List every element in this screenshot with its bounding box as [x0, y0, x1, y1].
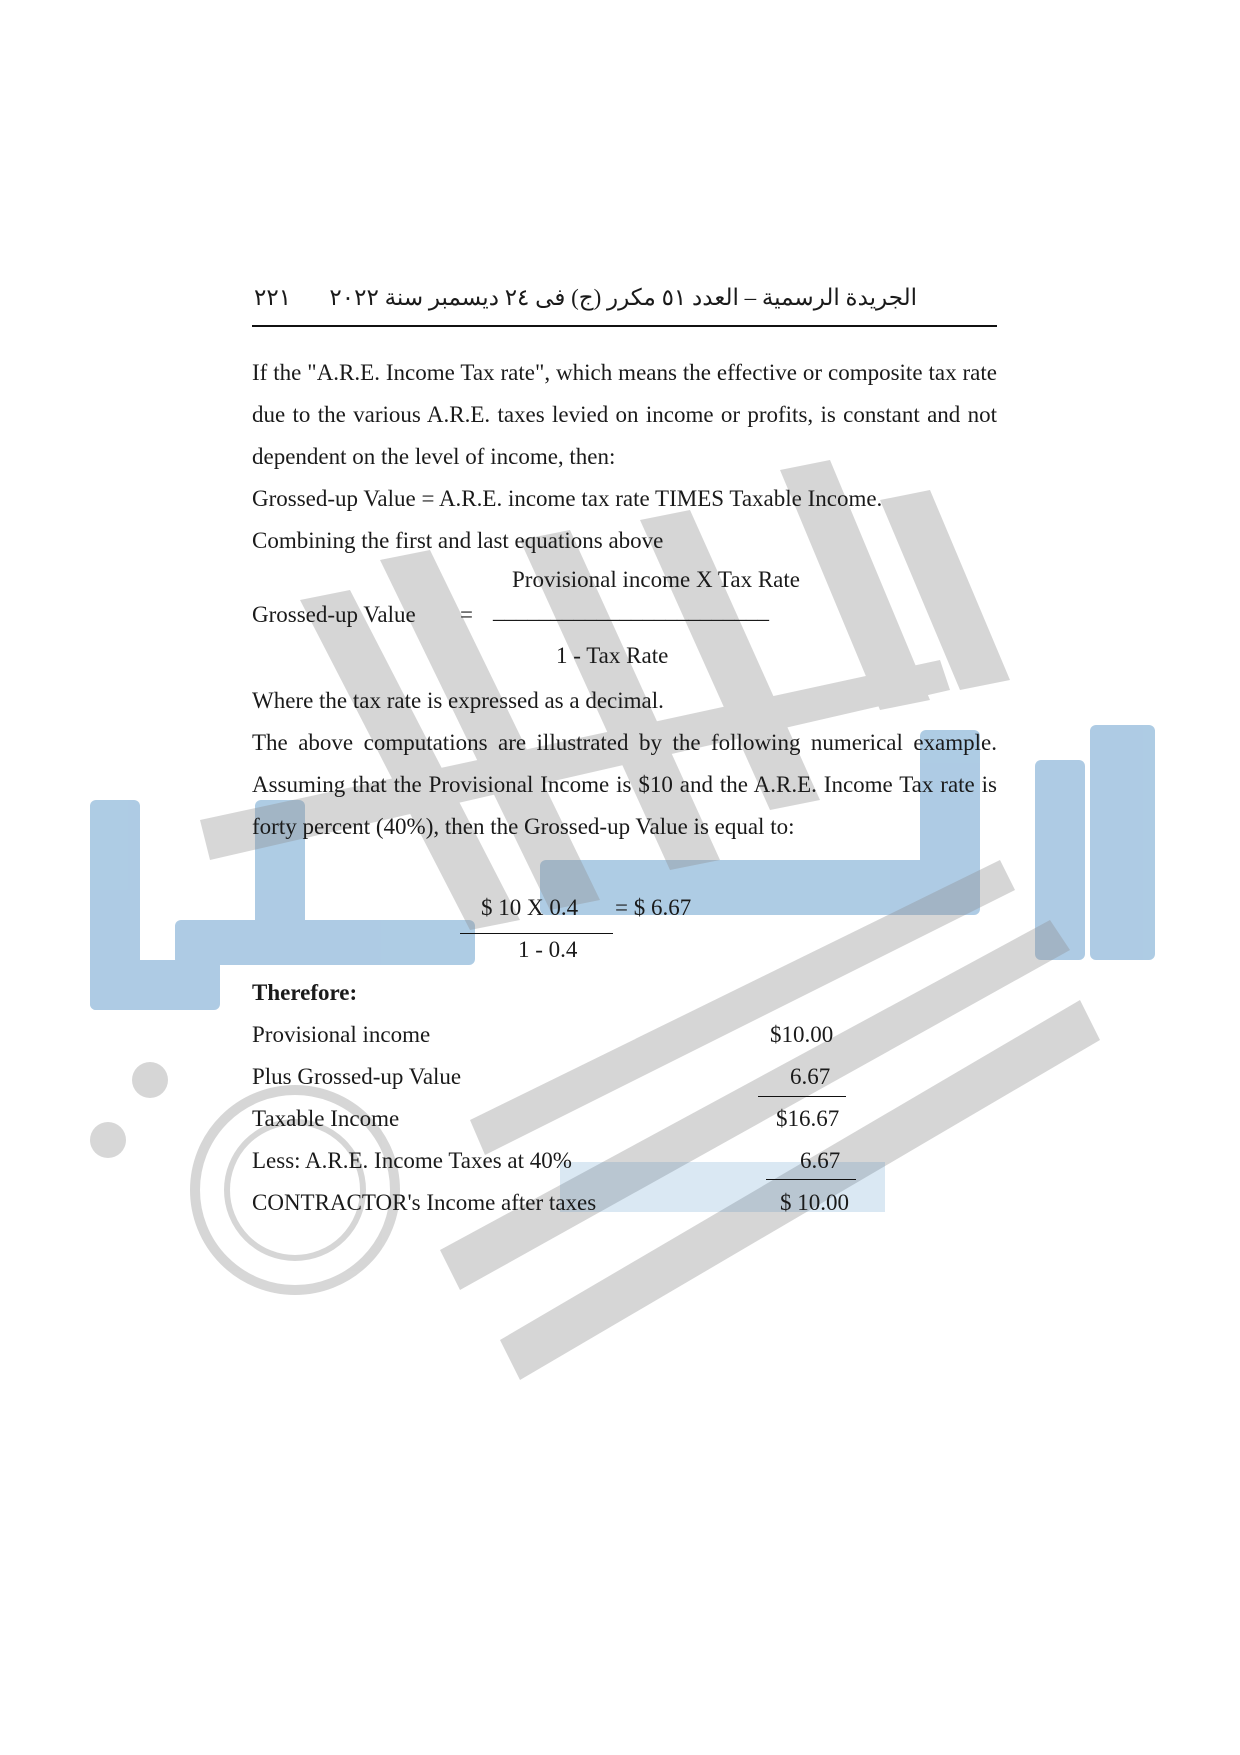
row-value-grossed-up: 6.67 — [790, 1064, 831, 1089]
row-value-contractor-income: $ 10.00 — [780, 1190, 849, 1215]
watermark-seal — [90, 1062, 395, 1290]
row-label-grossed-up: Plus Grossed-up Value — [252, 1064, 462, 1089]
formula-fraction-line: ________________________ — [493, 598, 769, 623]
example-denominator: 1 - 0.4 — [518, 937, 578, 962]
sum-rule-1 — [758, 1096, 846, 1097]
combining-line: Combining the first and last equations above — [252, 528, 664, 553]
page-number: ٢٢١ — [254, 285, 292, 310]
sum-rule-2 — [766, 1179, 856, 1180]
gazette-title: الجريدة الرسمية – العدد ٥١ مكرر (ج) فى ٢٤ ديسمبر سنة ٢٠٢٢ — [329, 285, 917, 310]
row-label-contractor-income: CONTRACTOR's Income after taxes — [252, 1190, 597, 1215]
formula-denominator: 1 - Tax Rate — [556, 643, 669, 668]
row-label-taxable: Taxable Income — [252, 1106, 400, 1131]
paragraph-example: The above computations are illustrated by the following numerical example. Assuming that the Provisional Income is $10 and the A.R.E. Income Tax rate is forty percent (40%), then the Grossed-up Value is equal to: — [252, 730, 997, 839]
where-line: Where the tax rate is expressed as a decimal. — [252, 688, 664, 713]
example-result: = $ 6.67 — [615, 895, 692, 920]
therefore-heading: Therefore: — [252, 980, 358, 1005]
formula-lhs: Grossed-up Value — [252, 602, 416, 627]
formula-numerator: Provisional income X Tax Rate — [512, 567, 800, 592]
example-numerator: $ 10 X 0.4 — [481, 895, 579, 920]
row-label-provisional: Provisional income — [252, 1022, 431, 1047]
paragraph-tax-rate: If the "A.R.E. Income Tax rate", which means the effective or composite tax rate due to the various A.R.E. taxes levied on income or profits, is constant and not dependent on the level of income, then: — [252, 360, 997, 469]
explanation-block — [252, 680, 997, 848]
grossed-up-definition: Grossed-up Value = A.R.E. income tax rate TIMES Taxable Income. — [252, 486, 883, 511]
example-fraction-rule — [460, 933, 613, 934]
document-body — [252, 352, 997, 562]
row-label-less-taxes: Less: A.R.E. Income Taxes at 40% — [252, 1148, 572, 1173]
row-value-provisional: $10.00 — [770, 1022, 834, 1047]
page-header — [252, 285, 997, 327]
formula-equals: = — [460, 602, 473, 627]
row-value-less-taxes: 6.67 — [800, 1148, 841, 1173]
row-value-taxable: $16.67 — [776, 1106, 840, 1131]
